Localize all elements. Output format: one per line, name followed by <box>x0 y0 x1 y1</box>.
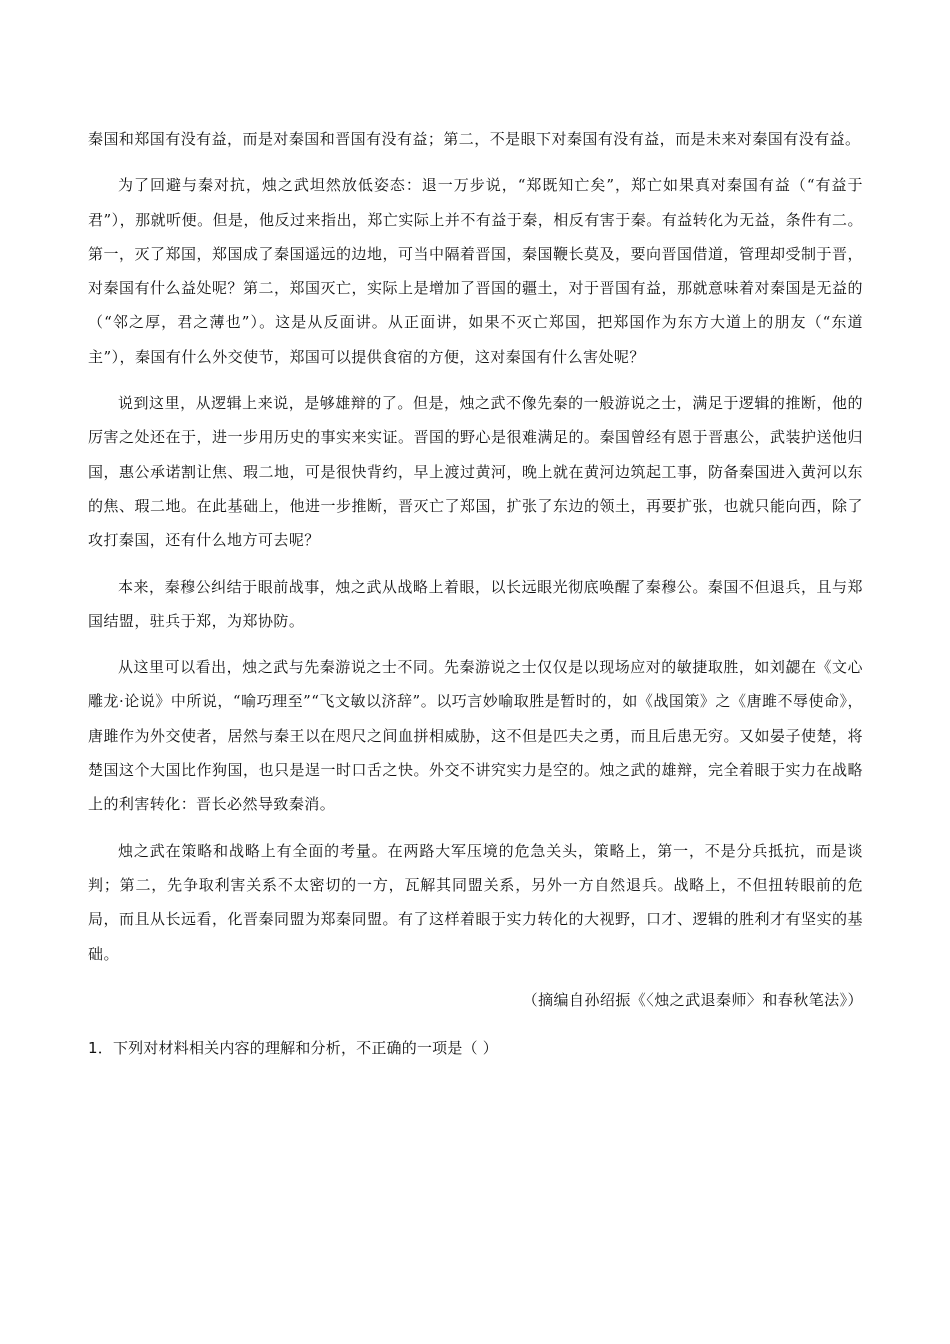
source-citation: （摘编自孙绍振《〈烛之武退秦师〉和春秋笔法》） <box>522 990 863 1009</box>
paragraph-strategy-summary: 烛之武在策略和战略上有全面的考量。在两路大军压境的危急关头，策略上，第一，不是分兵抵抗，而是谈判；第二，先争取利害关系不太密切的一方，瓦解其同盟关系，另外一方自然退兵。战略上，不但扭转眼前的危局，而且从长远看，化晋秦同盟为郑秦同盟。有了这样着眼于实力转化的大视野，口才、逻辑的胜利才有坚实的基础。 <box>88 841 863 963</box>
document-page <box>88 122 863 1065</box>
paragraph-historical-evidence: 说到这里，从逻辑上来说，是够雄辩的了。但是，烛之武不像先秦的一般游说之士，满足于逻辑的推断，他的厉害之处还在于，进一步用历史的事实来实证。晋国的野心是很难满足的。秦国曾经有恩于晋惠公，武装护送他归国，惠公承诺割让焦、瑕二地，可是很快背约，早上渡过黄河，晚上就在黄河边筑起工事，防备秦国进入黄河以东的焦、瑕二地。在此基础上，他进一步推断，晋灭亡了郑国，扩张了东边的领土，再要扩张，也就只能向西，除了攻打秦国，还有什么地方可去呢？ <box>88 394 863 550</box>
question-1: 1．下列对材料相关内容的理解和分析，不正确的一项是（ ） <box>88 1039 498 1058</box>
paragraph-zhu-zhiwu-lowers-stance: 为了回避与秦对抗，烛之武坦然放低姿态：退一万步说，“郑既知亡矣”，郑亡如果真对秦国有益（“有益于君”），那就听便。但是，他反过来指出，郑亡实际上并不有益于秦，相反有害于秦。有益转化为无益，条件有二。第一，灭了郑国，郑国成了秦国遥远的边地，可当中隔着晋国，秦国鞭长莫及，要向晋国借道，管理却受制于晋，对秦国有什么益处呢？第二，郑国灭亡，实际上是增加了晋国的疆土，对于晋国有益，那就意味着对秦国是无益的（“邻之厚，君之薄也”）。这是从反面讲。从正面讲，如果不灭亡郑国，把郑国作为东方大道上的朋友（“东道主”），秦国有什么外交使节，郑国可以提供食宿的方便，这对秦国有什么害处呢？ <box>88 176 863 366</box>
paragraph-qin-withdraws: 本来，秦穆公纠结于眼前战事，烛之武从战略上着眼，以长远眼光彻底唤醒了秦穆公。秦国不但退兵，且与郑国结盟，驻兵于郑，为郑协防。 <box>88 577 863 630</box>
paragraph-compare-persuaders: 从这里可以看出，烛之武与先秦游说之士不同。先秦游说之士仅仅是以现场应对的敏捷取胜，如刘勰在《文心雕龙·论说》中所说，“喻巧理至”“飞文敏以济辞”。以巧言妙喻取胜是暂时的，如《战国策》之《唐雎不辱使命》，唐雎作为外交使者，居然与秦王以在咫尺之间血拼相威胁，这不但是匹夫之勇，而且后患无穷。又如晏子使楚，将楚国这个大国比作狗国，也只是逞一时口舌之快。外交不讲究实力是空的。烛之武的雄辩，完全着眼于实力在战略上的利害转化：晋长必然导致秦消。 <box>88 658 863 814</box>
paragraph-continuation: 秦国和郑国有没有益，而是对秦国和晋国有没有益；第二，不是眼下对秦国有没有益，而是未来对秦国有没有益。 <box>88 130 861 148</box>
